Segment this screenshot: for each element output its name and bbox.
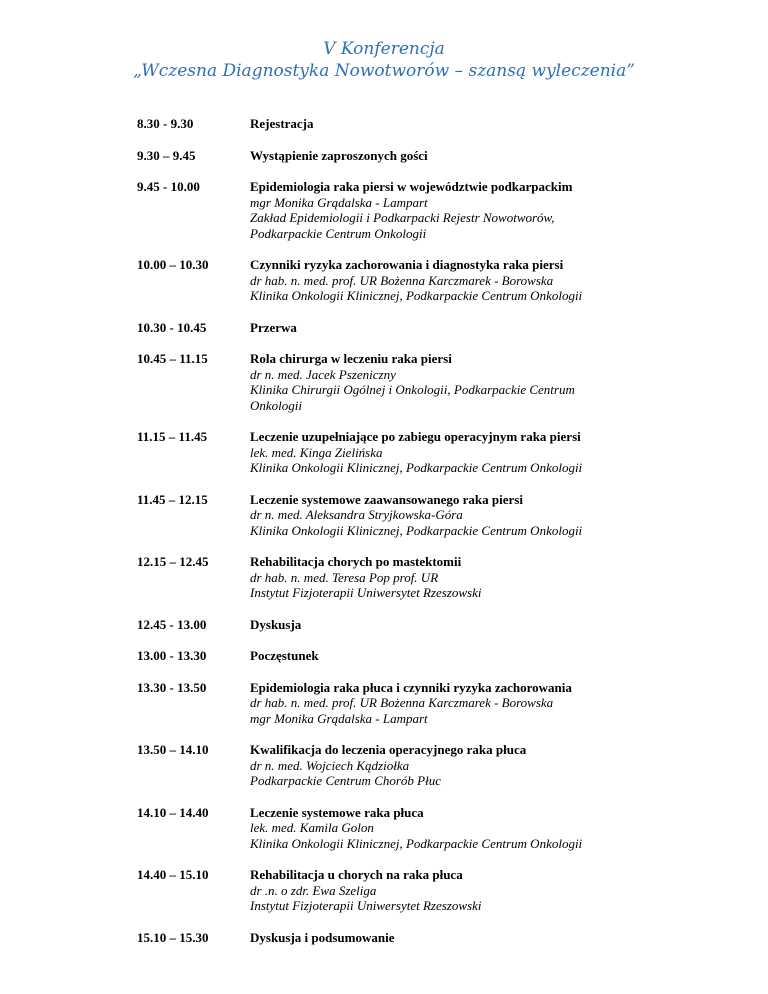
agenda-content: [250, 742, 657, 789]
agenda-content: [250, 554, 657, 601]
agenda-detail: dr n. med. Jacek Pszeniczny: [250, 366, 396, 382]
agenda-time: 13.00 - 13.30: [137, 648, 207, 663]
agenda-detail: Instytut Fizjoterapii Uniwersytet Rzeszowski: [250, 898, 482, 913]
agenda-item: [137, 617, 657, 633]
agenda-title: Leczenie systemowe raka płuca: [250, 804, 424, 820]
agenda-item: [137, 257, 657, 304]
agenda-time: 10.45 – 11.15: [137, 351, 208, 366]
agenda-detail: Klinika Onkologii Klinicznej, Podkarpackie Centrum Onkologii: [250, 460, 583, 475]
agenda-detail: Zakład Epidemiologii i Podkarpacki Rejestr Nowotworów,: [250, 210, 555, 225]
agenda-title: Epidemiologia raka płuca i czynniki ryzyka zachorowania: [250, 679, 572, 695]
agenda-content: [250, 257, 657, 304]
agenda-time: 13.50 – 14.10: [137, 742, 209, 757]
agenda-content: [250, 648, 657, 664]
agenda-time: 13.30 - 13.50: [137, 679, 207, 695]
agenda-time: 8.30 - 9.30: [137, 116, 194, 131]
agenda-item: [137, 930, 657, 946]
agenda-content: [250, 617, 657, 633]
agenda-detail: dr .n. o zdr. Ewa Szeliga: [250, 882, 377, 898]
agenda-detail: Klinika Chirurgii Ogólnej i Onkologii, Podkarpackie Centrum: [250, 382, 575, 397]
agenda-item: [137, 648, 657, 664]
agenda-content: [250, 179, 657, 241]
agenda-content: [250, 492, 657, 539]
agenda-detail: mgr Monika Grądalska - Lampart: [250, 194, 428, 210]
agenda-content: [250, 867, 657, 914]
agenda-title: Poczęstunek: [250, 648, 319, 663]
agenda-detail: dr n. med. Aleksandra Stryjkowska-Góra: [250, 507, 463, 522]
agenda-content: [250, 351, 657, 413]
conference-number: V Konferencja: [323, 39, 445, 59]
agenda-title: Rejestracja: [250, 116, 314, 131]
agenda-item: [137, 805, 657, 852]
agenda-time: 14.10 – 14.40: [137, 804, 209, 820]
agenda-time: 12.45 - 13.00: [137, 616, 207, 632]
agenda-time: 10.30 - 10.45: [137, 319, 207, 335]
agenda-content: [250, 320, 657, 336]
agenda-title: Rehabilitacja u chorych na raka płuca: [250, 867, 463, 882]
agenda-detail: Klinika Onkologii Klinicznej, Podkarpackie Centrum Onkologii: [250, 288, 583, 303]
agenda-time: 10.00 – 10.30: [137, 257, 209, 272]
agenda-item: [137, 179, 657, 241]
agenda-item: [137, 680, 657, 727]
agenda-title: Rehabilitacja chorych po mastektomii: [250, 554, 462, 569]
agenda-title: Czynniki ryzyka zachorowania i diagnostyka raka piersi: [250, 257, 564, 272]
agenda-title: Przerwa: [250, 319, 297, 335]
agenda-detail: Podkarpackie Centrum Chorób Płuc: [250, 773, 441, 788]
agenda-content: [250, 429, 657, 476]
agenda-item: [137, 320, 657, 336]
agenda-time: 11.15 – 11.45: [137, 429, 208, 444]
agenda-time: 9.45 - 10.00: [137, 179, 200, 194]
agenda-detail: Klinika Onkologii Klinicznej, Podkarpackie Centrum Onkologii: [250, 835, 583, 851]
agenda-detail: mgr Monika Grądalska - Lampart: [250, 710, 428, 726]
agenda-time: 15.10 – 15.30: [137, 929, 209, 945]
agenda-detail: dr hab. n. med. prof. UR Bożenna Karczmarek - Borowska: [250, 272, 554, 288]
agenda-content: [250, 930, 657, 946]
conference-title: „Wczesna Diagnostyka Nowotworów – szansą wyleczenia”: [133, 61, 635, 81]
agenda-item: [137, 867, 657, 914]
agenda-time: 9.30 – 9.45: [137, 147, 196, 163]
agenda-title: Leczenie uzupełniające po zabiegu operacyjnym raka piersi: [250, 429, 581, 444]
agenda-item: [137, 492, 657, 539]
agenda-detail: Instytut Fizjoterapii Uniwersytet Rzeszowski: [250, 585, 482, 600]
agenda-detail: Klinika Onkologii Klinicznej, Podkarpackie Centrum Onkologii: [250, 522, 583, 538]
agenda-title: Leczenie systemowe zaawansowanego raka piersi: [250, 491, 523, 507]
agenda-detail: dr n. med. Wojciech Kądziołka: [250, 757, 410, 773]
agenda-item: [137, 429, 657, 476]
agenda-title: Wystąpienie zaproszonych gości: [250, 147, 428, 163]
agenda-content: [250, 116, 657, 132]
agenda-detail: Podkarpackie Centrum Onkologii: [250, 225, 427, 241]
document-header: [0, 38, 768, 82]
agenda-item: [137, 148, 657, 164]
agenda-detail: dr hab. n. med. Teresa Pop prof. UR: [250, 569, 439, 585]
agenda-content: [250, 680, 657, 727]
agenda-title: Rola chirurga w leczeniu raka piersi: [250, 351, 452, 366]
agenda-title: Kwalifikacja do leczenia operacyjnego raka płuca: [250, 742, 527, 757]
agenda-time: 14.40 – 15.10: [137, 867, 209, 882]
agenda-content: [250, 805, 657, 852]
agenda-item: [137, 554, 657, 601]
agenda-title: Dyskusja: [250, 616, 302, 632]
agenda-detail: lek. med. Kinga Zielińska: [250, 444, 383, 460]
agenda-title: Dyskusja i podsumowanie: [250, 929, 395, 945]
agenda-list: [137, 116, 657, 961]
agenda-content: [250, 148, 657, 164]
agenda-title: Epidemiologia raka piersi w województwie podkarpackim: [250, 179, 573, 194]
agenda-item: [137, 742, 657, 789]
agenda-detail: dr hab. n. med. prof. UR Bożenna Karczmarek - Borowska: [250, 695, 554, 710]
agenda-detail: Onkologii: [250, 397, 302, 413]
agenda-time: 12.15 – 12.45: [137, 554, 209, 569]
agenda-item: [137, 116, 657, 132]
agenda-time: 11.45 – 12.15: [137, 491, 208, 507]
agenda-detail: lek. med. Kamila Golon: [250, 820, 374, 835]
agenda-item: [137, 351, 657, 413]
